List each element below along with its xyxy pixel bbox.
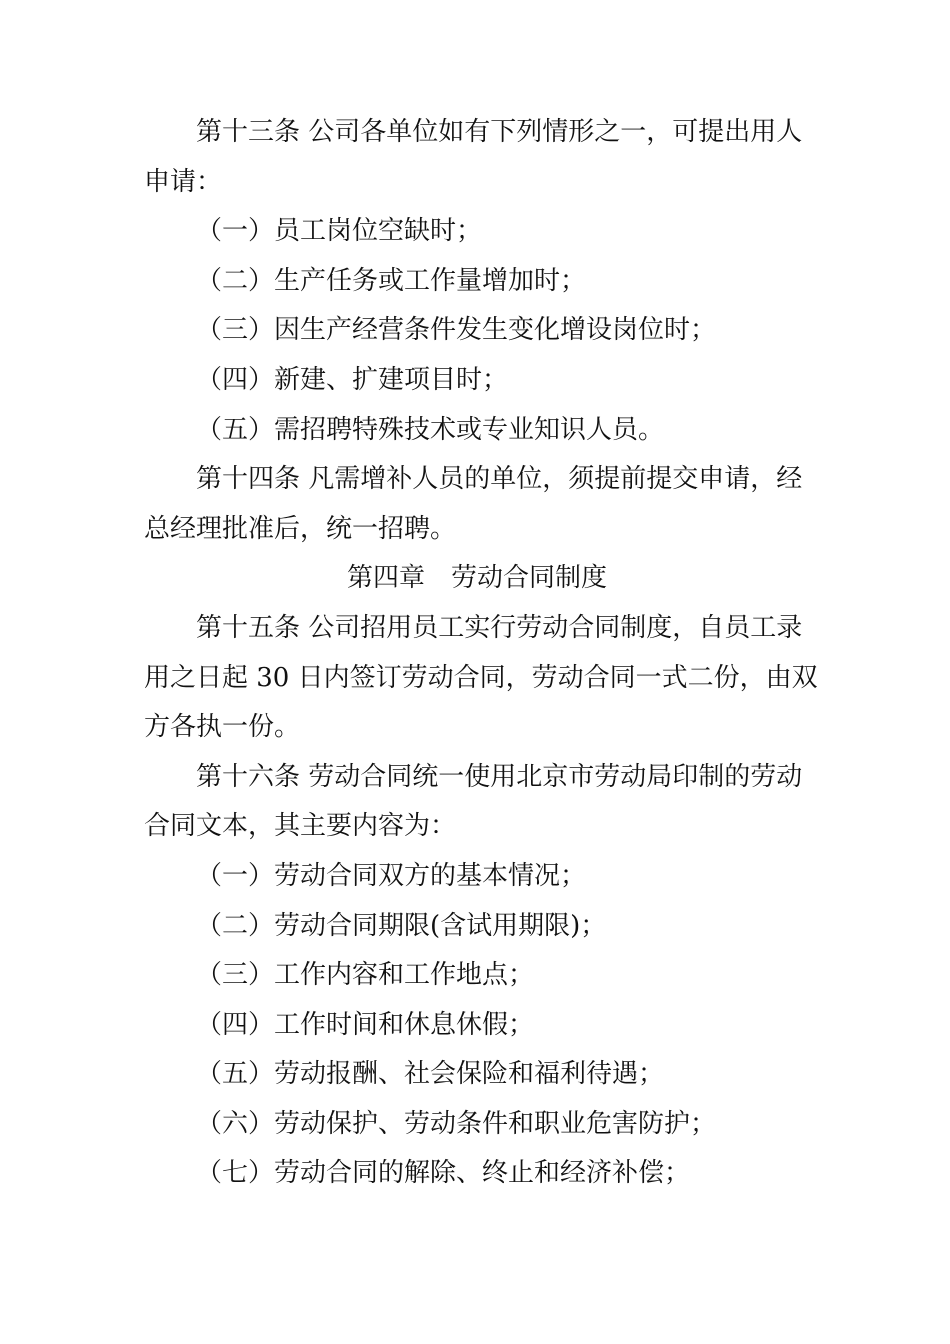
document-body [144, 108, 818, 1199]
article-16-item-2: （二）劳动合同期限(含试用期限)； [196, 910, 607, 941]
article-16-item-7: （七）劳动合同的解除、终止和经济补偿； [196, 1158, 691, 1189]
article-16-line-1: 第十六条 劳动合同统一使用北京市劳动局印制的劳动 [196, 761, 803, 792]
article-13-line-2: 申请： [144, 166, 223, 197]
article-16-item-3: （三）工作内容和工作地点； [196, 960, 535, 991]
article-15-line-3: 方各执一份。 [144, 712, 301, 743]
article-16-item-1: （一）劳动合同双方的基本情况； [196, 860, 587, 891]
article-13-item-2: （二）生产任务或工作量增加时； [196, 265, 587, 296]
article-16-line-2: 合同文本，其主要内容为： [144, 811, 457, 842]
article-16-item-6: （六）劳动保护、劳动条件和职业危害防护； [196, 1108, 717, 1139]
article-15-line-1: 第十五条 公司招用员工实行劳动合同制度，自员工录 [196, 612, 803, 643]
article-13-item-3: （三）因生产经营条件发生变化增设岗位时； [196, 315, 717, 346]
chapter-4-heading [144, 554, 810, 604]
article-13-item-5: （五）需招聘特殊技术或专业知识人员。 [196, 414, 665, 445]
article-16-item-4: （四）工作时间和休息休假； [196, 1009, 535, 1040]
article-16-item-5: （五）劳动报酬、社会保险和福利待遇； [196, 1059, 665, 1090]
article-13-item-1: （一）员工岗位空缺时； [196, 216, 483, 247]
article-13-item-4: （四）新建、扩建项目时； [196, 364, 509, 395]
chapter-number: 第四章 [346, 563, 425, 594]
article-15-line-2: 用之日起 30 日内签订劳动合同，劳动合同一式二份，由双 [144, 662, 818, 693]
article-14-line-1: 第十四条 凡需增补人员的单位，须提前提交申请，经 [196, 464, 803, 495]
chapter-title: 劳动合同制度 [451, 563, 608, 594]
article-14-line-2: 总经理批准后，统一招聘。 [144, 513, 457, 544]
article-13-line-1: 第十三条 公司各单位如有下列情形之一，可提出用人 [196, 117, 803, 147]
